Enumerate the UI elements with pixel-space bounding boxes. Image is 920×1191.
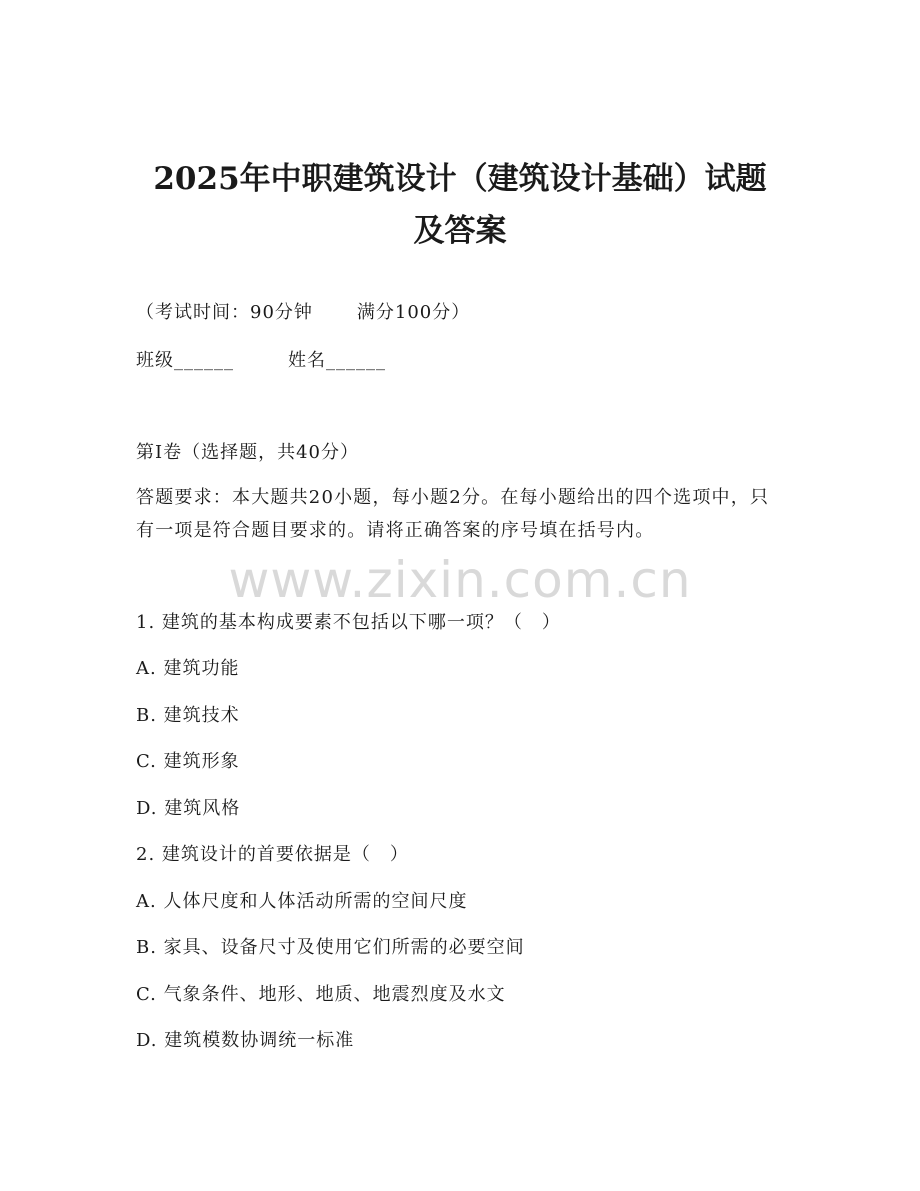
title-line-1: 2025年中职建筑设计（建筑设计基础）试题 [153, 161, 767, 197]
student-info [136, 349, 386, 373]
question-2-option-b: B. 家具、设备尺寸及使用它们所需的必要空间 [136, 937, 525, 958]
watermark: www.zixin.com.cn [228, 551, 692, 609]
question-1-stem: 1. 建筑的基本构成要素不包括以下哪一项？（ ） [136, 612, 561, 633]
question-2-option-a: A. 人体尺度和人体活动所需的空间尺度 [136, 891, 468, 912]
exam-info [136, 301, 470, 325]
question-1-option-b: B. 建筑技术 [136, 705, 240, 726]
section-heading: 第I卷（选择题，共40分） [136, 442, 360, 463]
question-2-option-c: C. 气象条件、地形、地质、地震烈度及水文 [136, 984, 506, 1005]
question-1-option-c: C. 建筑形象 [136, 751, 240, 772]
question-2-stem: 2. 建筑设计的首要依据是（ ） [136, 844, 409, 865]
title-line-2: 及答案 [413, 213, 507, 249]
exam-time: （考试时间：90分钟 [136, 302, 313, 323]
class-field: 班级______ [136, 350, 234, 371]
question-2-option-d: D. 建筑模数协调统一标准 [136, 1030, 355, 1051]
exam-score: 满分100分） [356, 302, 471, 323]
name-field: 姓名______ [288, 350, 386, 371]
document-title [0, 153, 920, 257]
question-1-option-a: A. 建筑功能 [136, 658, 240, 679]
answer-instructions: 答题要求：本大题共20小题，每小题2分。在每小题给出的四个选项中，只有一项是符合题目要求的。请将正确答案的序号填在括号内。 [136, 487, 770, 541]
question-1-option-d: D. 建筑风格 [136, 798, 241, 819]
